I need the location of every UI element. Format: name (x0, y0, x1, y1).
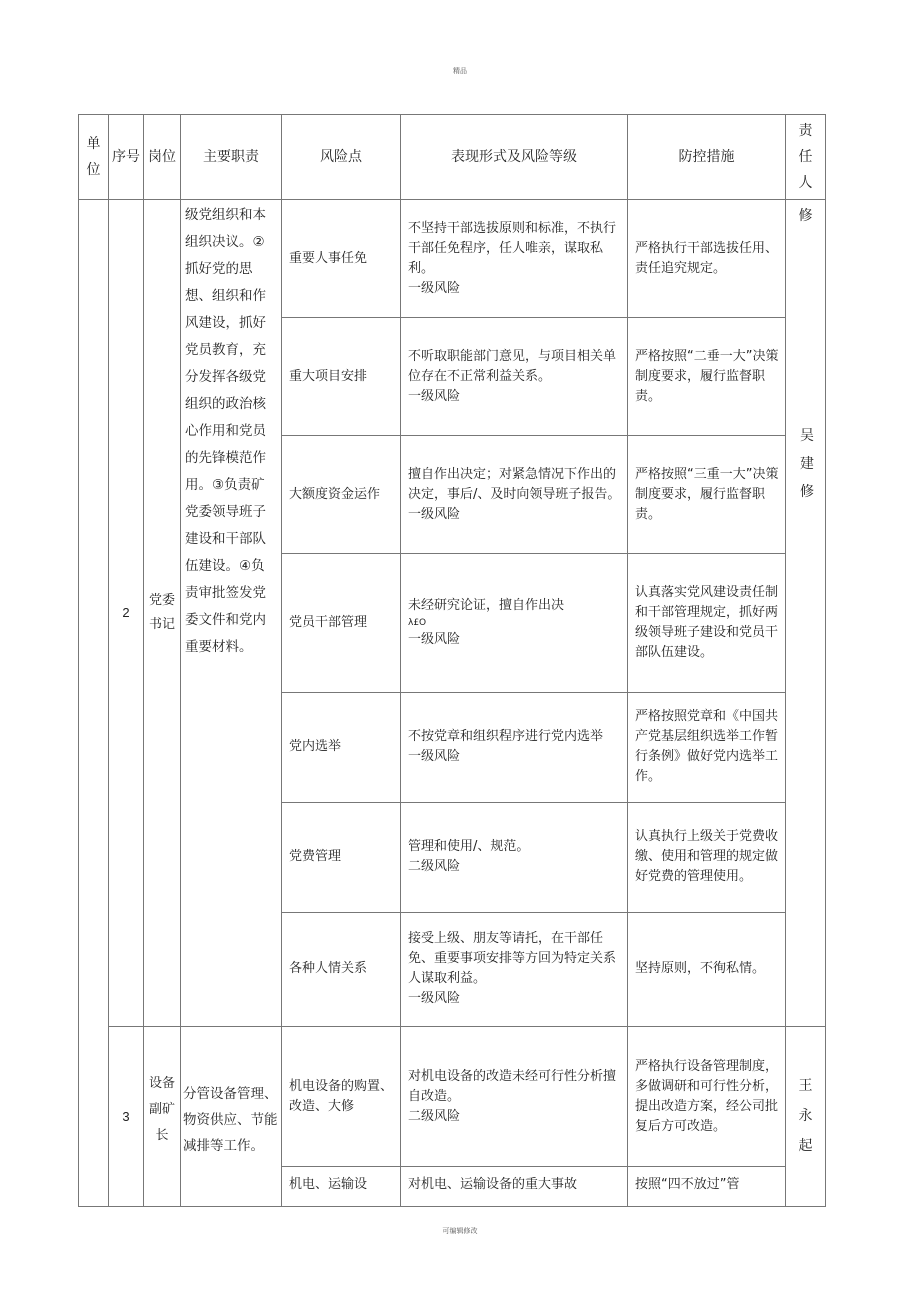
measure-cell: 按照“四不放过”管 (628, 1167, 786, 1207)
manifest-cell: 不听取职能部门意见，与项目相关单位存在不正常利益关系。 一级风险 (401, 318, 628, 436)
header-watermark: 精品 (453, 67, 467, 75)
col-header-duty: 主要职责 (181, 115, 282, 200)
unit-cell (79, 200, 109, 1207)
col-header-seq: 序号 (109, 115, 144, 200)
col-header-manifest: 表现形式及风险等级 (401, 115, 628, 200)
measure-cell: 严格按照“二垂一大”决策制度要求，履行监督职责。 (628, 318, 786, 436)
owner-name: 王永起 (798, 1078, 813, 1154)
duty-cell: 分管设备管理、物资供应、节能减排等工作。 (181, 1027, 282, 1207)
col-header-measure: 防控措施 (628, 115, 786, 200)
risk-cell: 各种人情关系 (282, 912, 401, 1026)
owner-name: 吴建修 (800, 428, 814, 500)
col-header-owner: 责任人 (786, 115, 826, 200)
measure-cell: 严格按照“三重一大”决策制度要求，履行监督职责。 (628, 436, 786, 554)
manifest-cell: 接受上级、朋友等请托，在干部任免、重要事项安排等方回为特定关系人谋取利益。 一级风险 (401, 912, 628, 1026)
manifest-note: λ£O (408, 618, 427, 628)
risk-cell: 党费管理 (282, 802, 401, 912)
owner-cell (786, 1027, 826, 1207)
risk-cell: 机电、运输设 (282, 1167, 401, 1207)
measure-cell: 坚持原则，不徇私情。 (628, 912, 786, 1026)
manifest-cell: 不按党章和组织程序进行党内选举 一级风险 (401, 692, 628, 802)
seq-cell: 2 (109, 200, 144, 1027)
risk-cell: 党员干部管理 (282, 554, 401, 692)
manifest-cell: 对机电、运输设备的重大事故 (401, 1167, 628, 1207)
seq-cell: 3 (109, 1027, 144, 1207)
measure-cell: 严格执行设备管理制度，多做调研和可行性分析，提出改造方案，经公司批复后方可改造。 (628, 1027, 786, 1167)
manifest-cell: 擅自作出决定；对紧急情况下作出的决定，事后/、及时向领导班子报告。 一级风险 (401, 436, 628, 554)
manifest-cell: 未经研究论证，擅自作出决 λ£O 一级风险 (401, 554, 628, 692)
risk-cell: 重要人事任免 (282, 200, 401, 318)
col-header-post: 岗位 (144, 115, 181, 200)
manifest-cell: 不坚持干部选拔原则和标准，不执行干部任免程序，任人唯亲，谋取私利。 一级风险 (401, 200, 628, 318)
col-header-risk: 风险点 (282, 115, 401, 200)
measure-cell: 严格执行干部选拔任用、责任追究规定。 (628, 200, 786, 318)
risk-cell: 机电设备的购置、改造、大修 (282, 1027, 401, 1167)
table-row (79, 200, 826, 318)
measure-cell: 认真执行上级关于党费收缴、使用和管理的规定做好党费的管理使用。 (628, 802, 786, 912)
footer-watermark: 可编辑修改 (442, 1227, 478, 1235)
risk-cell: 大额度资金运作 (282, 436, 401, 554)
duty-cell: 级党组织和本组织决议。②抓好党的思想、组织和作风建设，抓好党员教育，充分发挥各级党组织的政治核心作用和党员的先锋模范作用。③负责矿党委领导班子建设和干部队伍建设。④负责审批签发党委文件和党内重要材料。 (181, 200, 282, 1027)
table-header-row (79, 115, 826, 200)
risk-cell: 党内选举 (282, 692, 401, 802)
owner-carryover: 修 (798, 208, 813, 224)
manifest-cell: 对机电设备的改造未经可行性分析擅自改造。 二级风险 (401, 1027, 628, 1167)
table-row (79, 1027, 826, 1167)
measure-cell: 严格按照党章和《中国共产党基层组织选举工作暂行条例》做好党内选举工作。 (628, 692, 786, 802)
col-header-unit: 单位 (79, 115, 109, 200)
post-cell: 党委书记 (144, 200, 181, 1027)
manifest-cell: 管理和使用/、规范。 二级风险 (401, 802, 628, 912)
post-cell: 设备副矿长 (144, 1027, 181, 1207)
owner-cell (786, 200, 826, 1027)
measure-cell: 认真落实党风建设责任制和干部管理规定，抓好两级领导班子建设和党员干部队伍建设。 (628, 554, 786, 692)
risk-control-table (78, 114, 826, 1207)
risk-cell: 重大项目安排 (282, 318, 401, 436)
